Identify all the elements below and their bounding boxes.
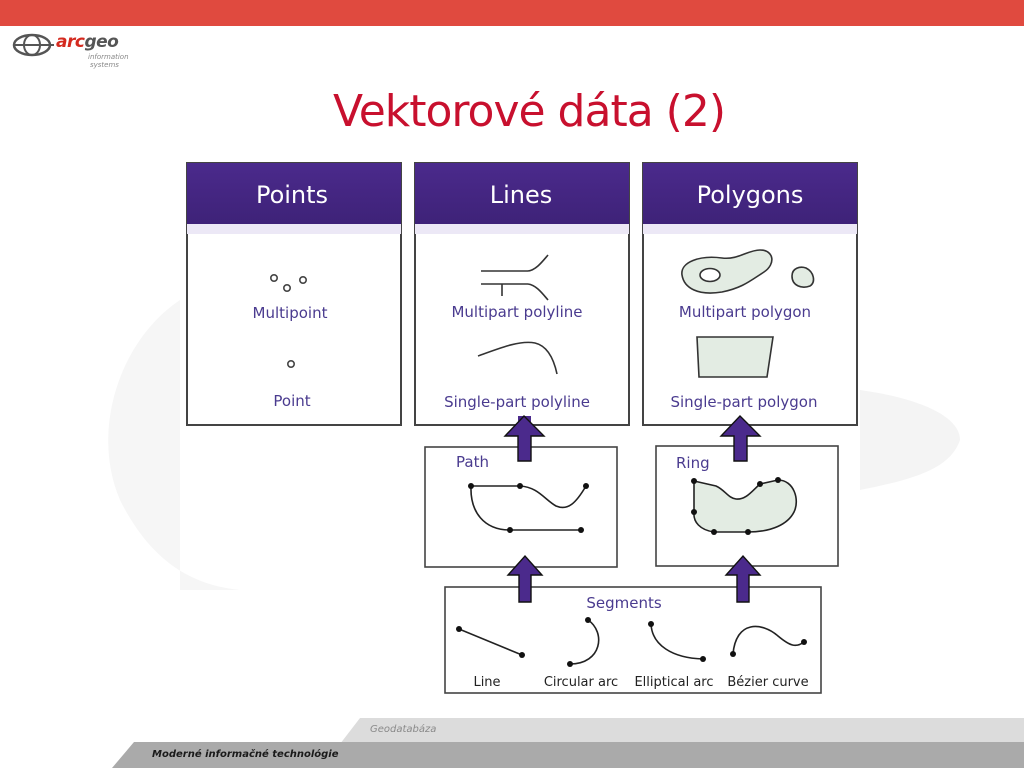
footer-light-band [340,718,1024,744]
segments-panel [445,587,821,693]
lines-header: Lines [489,181,553,209]
multipart-polyline-label: Multipart polyline [451,303,583,321]
singlepart-polygon-label: Single-part polygon [670,393,818,411]
segment-circular-label: Circular arc [543,675,619,690]
singlepart-polyline-label: Single-part polyline [444,393,590,411]
path-panel [425,447,617,567]
ring-label: Ring [676,454,710,472]
footer-topic: Geodatabáza [370,724,437,735]
lines-panel [415,163,629,425]
footer-course-title: Moderné informačné technológie [152,749,339,760]
polygons-panel [643,163,857,425]
path-label: Path [456,453,489,471]
points-header: Points [255,181,329,209]
multipoint-label: Multipoint [252,304,328,322]
multipart-polygon-label: Multipart polygon [678,303,812,321]
points-panel [187,163,401,425]
segment-line-label: Line [473,675,501,690]
polygons-header: Polygons [696,181,804,209]
point-label: Point [273,392,311,410]
logo-sub-line2: systems [90,61,119,69]
logo-word-arc: arc [56,32,85,52]
ring-panel [656,446,838,566]
segments-title: Segments [586,594,662,612]
logo-word-geo: geo [84,32,119,52]
logo-sub-line1: information [88,53,129,61]
slide-title: Vektorové dáta (2) [333,86,725,137]
segment-elliptical-label: Elliptical arc [634,675,714,690]
singlepart-polygon-icon [697,337,773,377]
segment-bezier-label: Bézier curve [727,675,809,690]
